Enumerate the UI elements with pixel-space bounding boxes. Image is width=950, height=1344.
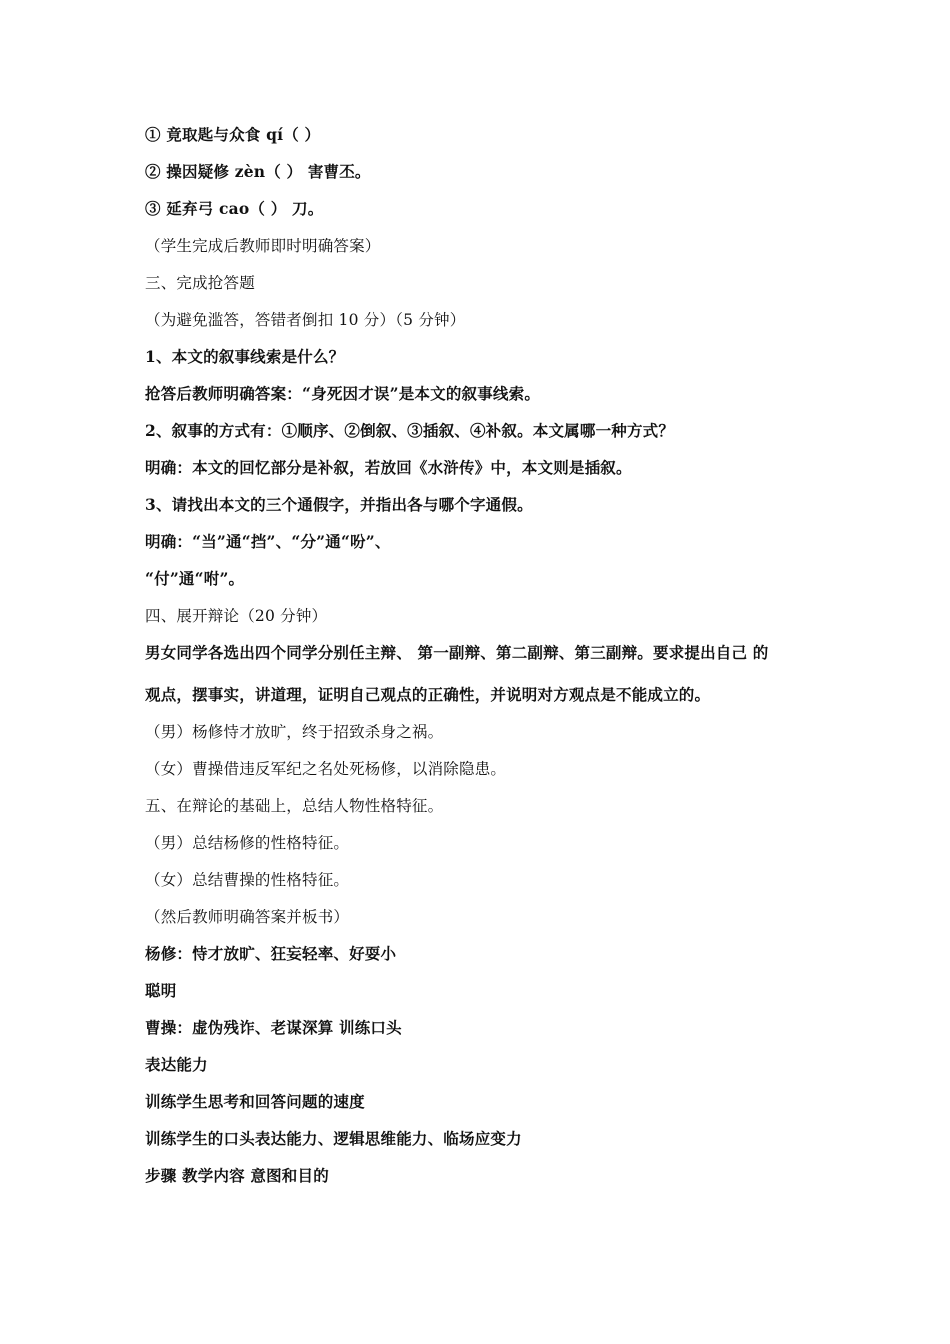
- quiz-question-1: 1、本文的叙事线索是什么？: [145, 347, 345, 366]
- teacher-board-note: （然后教师明确答案并板书）: [145, 908, 350, 926]
- cao-cao-traits: 曹操：虚伪残诈、老谋深算 训练口头: [145, 1018, 402, 1037]
- quiz-answer-3-cont: “付”通“咐”。: [145, 569, 245, 588]
- section-heading-5: 五、在辩论的基础上，总结人物性格特征。: [145, 797, 444, 815]
- training-goal-1: 训练学生思考和回答问题的速度: [145, 1092, 365, 1111]
- quiz-answer-3: 明确：“当”通“挡”、“分”通“吩”、: [145, 532, 391, 551]
- document-body: [145, 124, 825, 1202]
- debate-instructions-cont: 观点，摆事实，讲道理，证明自己观点的正确性，并说明对方观点是不能成立的。: [145, 685, 711, 704]
- summary-male: （男）总结杨修的性格特征。: [145, 834, 350, 852]
- question-item-2: ② 操因疑修 zèn（ ） 害曹丕。: [145, 162, 371, 181]
- quiz-question-3: 3、请找出本文的三个通假字，并指出各与哪个字通假。: [145, 495, 533, 514]
- cao-cao-traits-cont: 表达能力: [145, 1055, 208, 1074]
- summary-female: （女）总结曹操的性格特征。: [145, 871, 350, 889]
- training-goal-2: 训练学生的口头表达能力、逻辑思维能力、临场应变力: [145, 1129, 522, 1148]
- debate-side-female: （女）曹操借违反军纪之名处死杨修，以消除隐患。: [145, 760, 507, 778]
- quiz-answer-1: 抢答后教师明确答案：“身死因才误”是本文的叙事线索。: [145, 384, 541, 403]
- debate-instructions: 男女同学各选出四个同学分别任主辩、 第一副辩、第二副辩、第三副辩。要求提出自己 的: [145, 643, 769, 662]
- quiz-question-2: 2、叙事的方式有：①顺序、②倒叙、③插叙、④补叙。本文属哪一种方式？: [145, 421, 675, 440]
- question-item-3: ③ 延弃弓 cao（ ） 刀。: [145, 199, 324, 218]
- yang-xiu-traits: 杨修：恃才放旷、狂妄轻率、好耍小: [145, 944, 397, 963]
- debate-side-male: （男）杨修恃才放旷，终于招致杀身之祸。: [145, 723, 444, 741]
- table-header-row: 步骤 教学内容 意图和目的: [145, 1166, 329, 1185]
- section-heading-4: 四、展开辩论（20 分钟）: [145, 607, 328, 625]
- yang-xiu-traits-cont: 聪明: [145, 981, 177, 1000]
- quiz-answer-2: 明确：本文的回忆部分是补叙，若放回《水浒传》中，本文则是插叙。: [145, 458, 632, 477]
- section-note: （为避免滥答，答错者倒扣 10 分）（5 分钟）: [145, 311, 466, 329]
- question-item-1: ① 竟取匙与众食 qí（ ）: [145, 125, 321, 144]
- teacher-note: （学生完成后教师即时明确答案）: [145, 237, 381, 255]
- section-heading-3: 三、完成抢答题: [145, 274, 255, 292]
